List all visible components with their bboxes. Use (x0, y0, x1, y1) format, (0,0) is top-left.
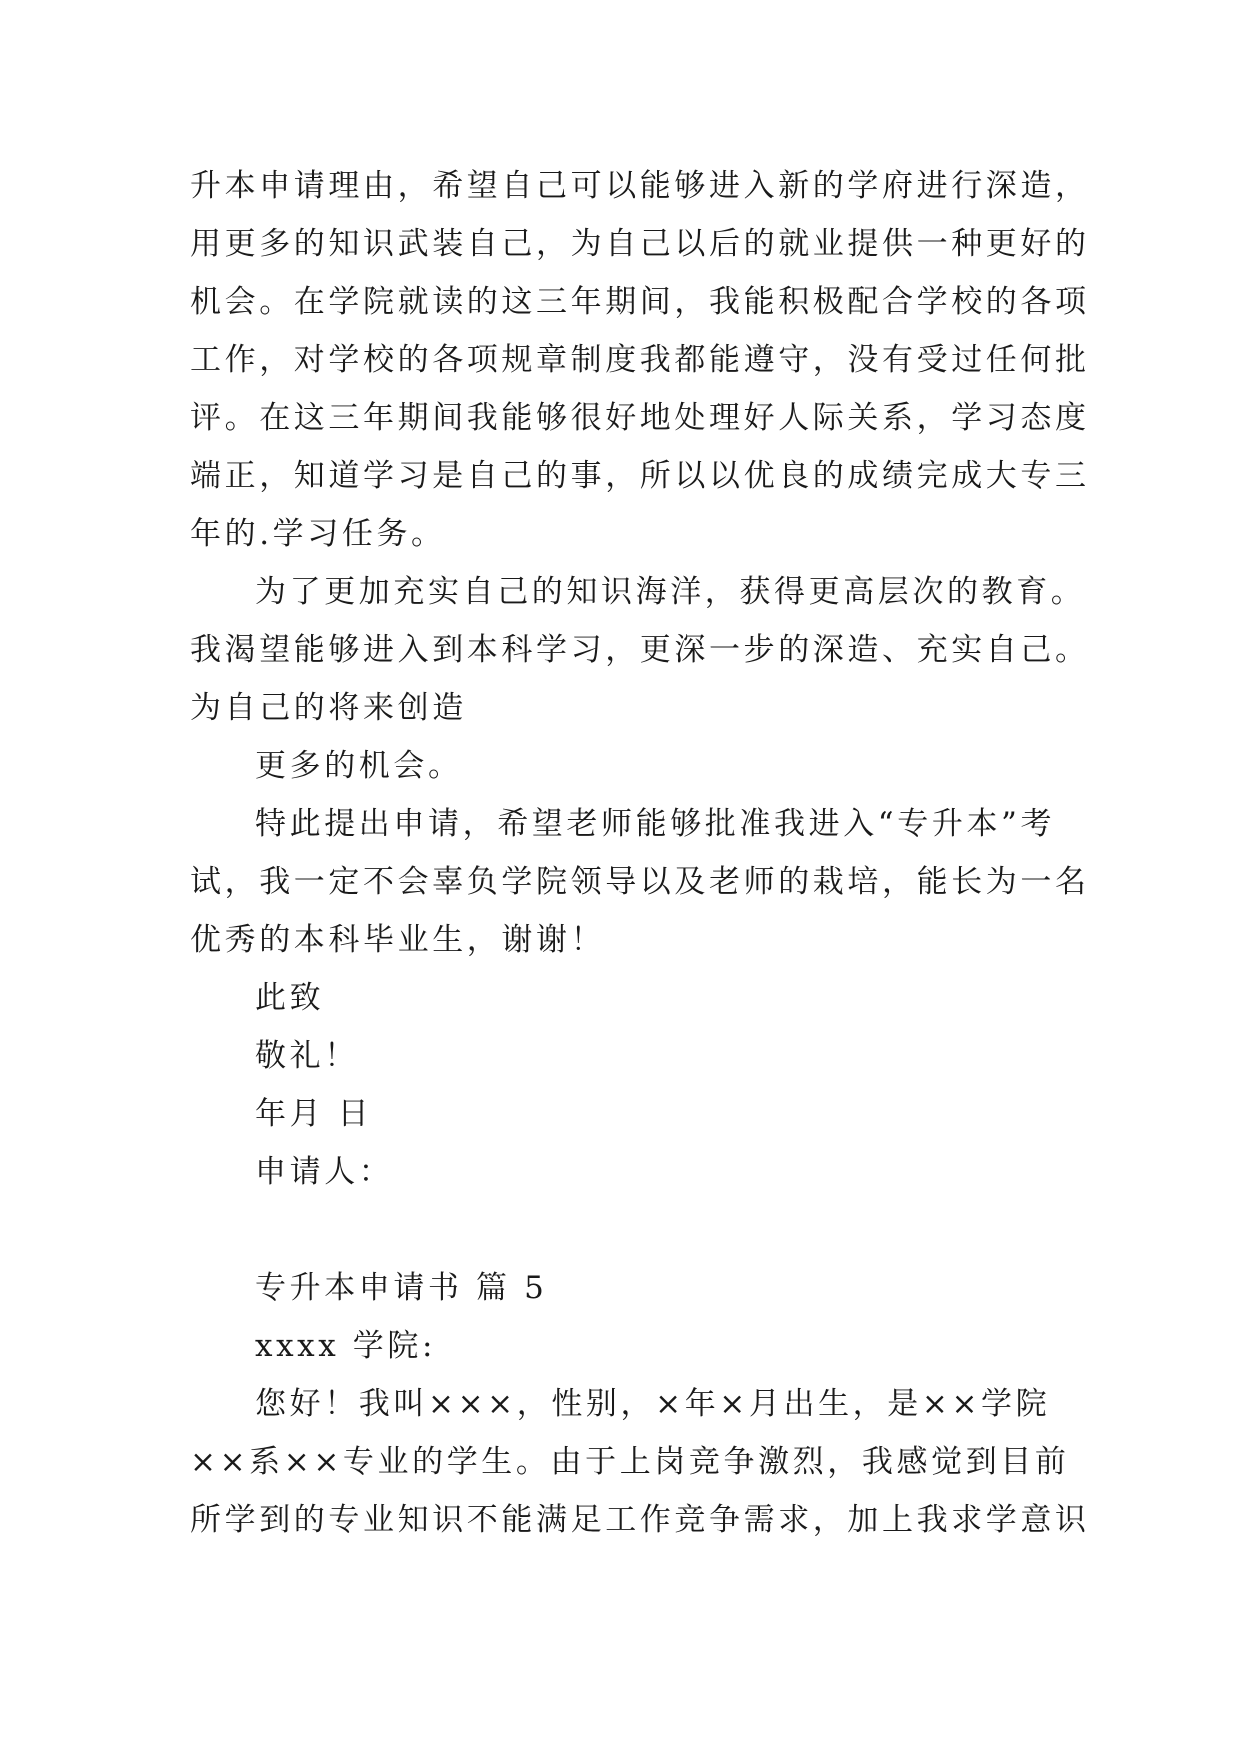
body-text-line: 端正，知道学习是自己的事，所以以优良的成绩完成大专三 (190, 458, 1090, 494)
body-text-line: 评。在这三年期间我能够很好地处理好人际关系，学习态度 (190, 400, 1090, 436)
applicant-line: 申请人： (255, 1154, 394, 1190)
body-text-line: 试，我一定不会辜负学院领导以及老师的栽培，能长为一名 (190, 864, 1090, 900)
body-text-line: 年的.学习任务。 (190, 516, 446, 552)
recipient-line: xxxx 学院: (255, 1328, 437, 1364)
section-heading: 专升本申请书 篇 5 (255, 1270, 548, 1306)
body-text-line: 所学到的专业知识不能满足工作竞争需求，加上我求学意识 (190, 1502, 1090, 1538)
body-text-line: 机会。在学院就读的这三年期间，我能积极配合学校的各项 (190, 284, 1090, 320)
body-text-line: 我渴望能够进入到本科学习，更深一步的深造、充实自己。 (190, 632, 1090, 668)
body-text-line: ××系××专业的学生。由于上岗竞争激烈，我感觉到目前 (190, 1444, 1070, 1480)
body-text-line: 您好！我叫×××，性别，×年×月出生，是××学院 (255, 1386, 1051, 1422)
date-line: 年月 日 (255, 1096, 373, 1132)
body-text-line: 升本申请理由，希望自己可以能够进入新的学府进行深造， (190, 168, 1090, 204)
body-text-line: 特此提出申请，希望老师能够批准我进入“专升本”考 (255, 806, 1056, 842)
closing-salutation: 此致 (255, 980, 325, 1016)
body-text-line: 优秀的本科毕业生，谢谢！ (190, 922, 606, 958)
body-text-line: 为了更加充实自己的知识海洋，获得更高层次的教育。 (255, 574, 1086, 610)
body-text-line: 更多的机会。 (255, 748, 463, 784)
body-text-line: 用更多的知识武装自己，为自己以后的就业提供一种更好的 (190, 226, 1090, 262)
body-text-line: 为自己的将来创造 (190, 690, 467, 726)
closing-regards: 敬礼！ (255, 1038, 359, 1074)
body-text-line: 工作，对学校的各项规章制度我都能遵守，没有受过任何批 (190, 342, 1090, 378)
